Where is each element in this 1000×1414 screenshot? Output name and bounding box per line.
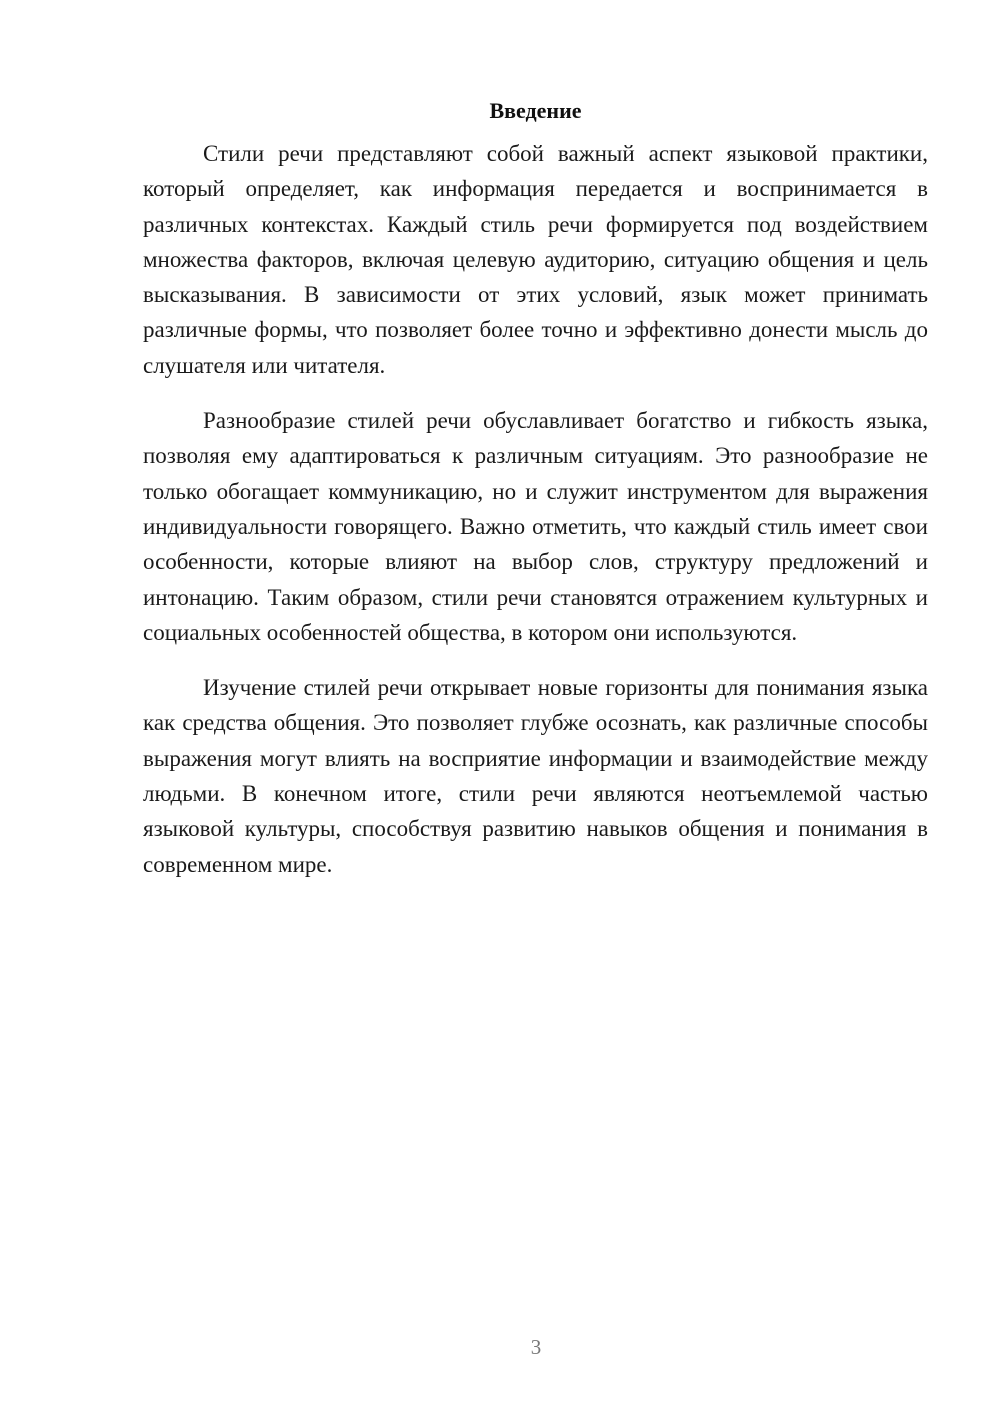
section-title: Введение <box>489 98 582 123</box>
page-content <box>143 96 928 902</box>
paragraph-1: Стили речи представляют собой важный аспект языковой практики, который определяет, как информация передается и воспринимается в различных контекстах. Каждый стиль речи формируется под воздействием множества факторов, включая целевую аудиторию, ситуацию общения и цель высказывания. В зависимости от этих условий, язык может принимать различные формы, что позволяет более точно и эффективно донести мысль до слушателя или читателя. <box>143 141 928 378</box>
paragraph-3: Изучение стилей речи открывает новые горизонты для понимания языка как средства общения. Это позволяет глубже осознать, как различные способы выражения могут влиять на восприятие информации и взаимодействие между людьми. В конечном итоге, стили речи являются неотъемлемой частью языковой культуры, способствуя развитию навыков общения и понимания в современном мире. <box>143 675 928 877</box>
page-number: 3 <box>530 1335 542 1359</box>
paragraph-2: Разнообразие стилей речи обуславливает богатство и гибкость языка, позволяя ему адаптироваться к различным ситуациям. Это разнообразие не только обогащает коммуникацию, но и служит инструментом для выражения индивидуальности говорящего. Важно отметить, что каждый стиль имеет свои особенности, которые влияют на выбор слов, структуру предложений и интонацию. Таким образом, стили речи становятся отражением культурных и социальных особенностей общества, в котором они используются. <box>143 408 928 645</box>
